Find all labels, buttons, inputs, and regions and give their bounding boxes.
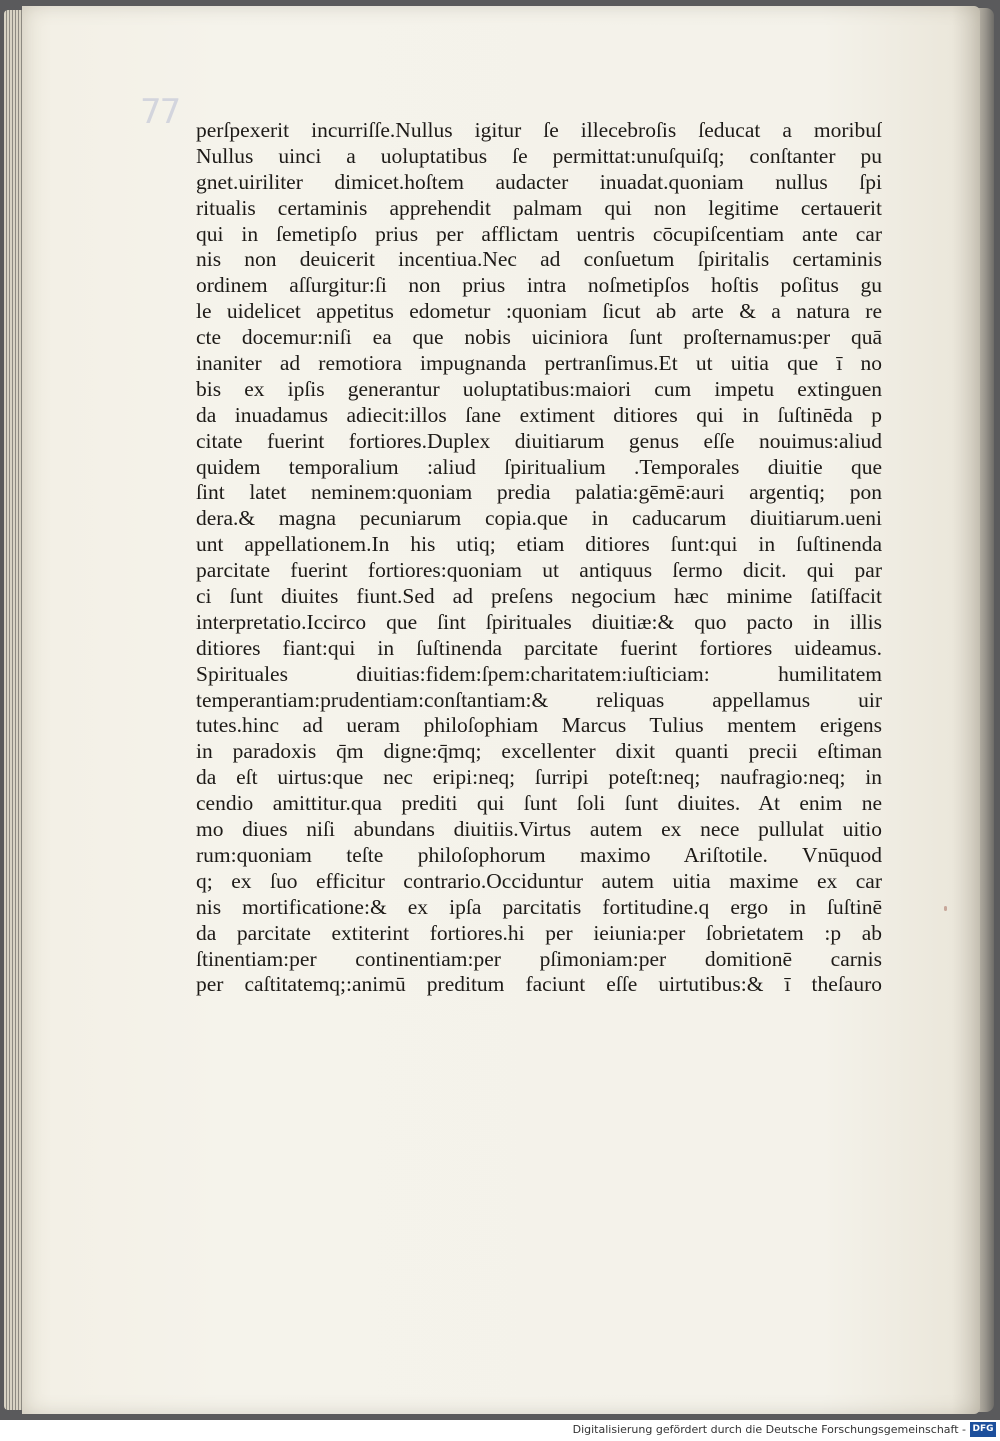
text-line: dera.& magna pecuniarum copia.que in caducarum diuitiarum.ueni bbox=[196, 506, 882, 531]
text-line: interpretatio.Iccirco que ſint ſpirituales diuitiæ:& quo pacto in illis bbox=[196, 609, 882, 634]
text-line: tutes.hinc ad ueram philoſophiam Marcus Tulius mentem erigens bbox=[196, 713, 882, 738]
text-line: gnet.uiriliter dimicet.hoſtem audacter inuadat.quoniam nullus ſpi bbox=[196, 169, 882, 194]
text-line: parcitate fuerint fortiores:quoniam ut antiquus ſermo dicit. qui par bbox=[196, 558, 882, 583]
text-line: Nullus uinci a uoluptatibus ſe permittat:unuſquiſq; conſtanter pu bbox=[196, 143, 882, 168]
text-line: da parcitate extiterint fortiores.hi per ieiunia:per ſobrietatem :p ab bbox=[196, 920, 882, 945]
dfg-credit-text: Digitalisierung gefördert durch die Deutsche Forschungsgemeinschaft - bbox=[572, 1423, 966, 1436]
text-line: unt appellationem.In his utiq; etiam ditiores ſunt:qui in ſuſtinenda bbox=[196, 532, 882, 557]
text-line: cendio amittitur.qua prediti qui ſunt ſoli ſunt diuites. At enim ne bbox=[196, 791, 882, 816]
text-line: temperantiam:prudentiam:conſtantiam:& reliquas appellamus uir bbox=[196, 687, 882, 712]
text-line: da inuadamus adiecit:illos ſane extiment ditiores qui in ſuſtinēda p bbox=[196, 402, 882, 427]
text-line: perſpexerit incurriſſe.Nullus igitur ſe illecebroſis ſeducat a moribuſ bbox=[196, 118, 882, 142]
text-line: ci ſunt diuites fiunt.Sed ad preſens negocium hæc minime ſatiſfacit bbox=[196, 584, 882, 609]
text-line: mo diues niſi abundans diuitiis.Virtus autem ex nece pullulat uitio bbox=[196, 817, 882, 842]
footer-bar bbox=[0, 1420, 1000, 1441]
text-line: ſtinentiam:per continentiam:per pſimoniam:per domitionē carnis bbox=[196, 946, 882, 971]
text-line: da eſt uirtus:que nec eripi:neq; ſurripi poteſt:neq; naufragio:neq; in bbox=[196, 765, 882, 790]
pencil-folio-mark: 77 bbox=[140, 92, 180, 132]
text-line: ſint latet neminem:quoniam predia palatia:gēmē:auri argentiq; pon bbox=[196, 480, 882, 505]
paper-speck bbox=[944, 906, 947, 911]
text-line: Spirituales diuitias:fidem:ſpem:charitatem:iuſticiam: humilitatem bbox=[196, 661, 882, 686]
text-block bbox=[196, 118, 882, 998]
text-line: le uidelicet appetitus edometur :quoniam ſicut ab arte & a natura re bbox=[196, 299, 882, 324]
text-line: ritualis certaminis apprehendit palmam qui non legitime certauerit bbox=[196, 195, 882, 220]
text-line: q; ex ſuo efficitur contrario.Occiduntur autem uitia maxime ex car bbox=[196, 868, 882, 893]
text-line: in paradoxis q̄m digne:q̄mq; excellenter dixit quanti precii eſtiman bbox=[196, 739, 882, 764]
text-line: quidem temporalium :aliud ſpiritualium .Temporales diuitie que bbox=[196, 454, 882, 479]
text-line: ordinem aſſurgitur:ſi non prius intra noſmetipſos hoſtis poſitus gu bbox=[196, 273, 882, 298]
text-line: citate fuerint fortiores.Duplex diuitiarum genus eſſe nouimus:aliud bbox=[196, 428, 882, 453]
text-line: nis mortificatione:& ex ipſa parcitatis fortitudine.q ergo in ſuſtinē bbox=[196, 894, 882, 919]
text-line: nis non deuicerit incentiua.Nec ad conſuetum ſpiritalis certaminis bbox=[196, 247, 882, 272]
text-line: per caſtitatemq;:animū preditum faciunt eſſe uirtutibus:& ī theſauro bbox=[196, 972, 882, 997]
text-line: cte docemur:niſi ea que nobis uiciniora ſunt proſternamus:per quā bbox=[196, 325, 882, 350]
text-line: ditiores fiant:qui in ſuſtinenda parcitate fuerint fortiores uideamus. bbox=[196, 635, 882, 660]
text-line: bis ex ipſis generantur uoluptatibus:maiori cum impetu extinguen bbox=[196, 376, 882, 401]
text-line: rum:quoniam teſte philoſophorum maximo Ariſtotile. Vnūquod bbox=[196, 842, 882, 867]
text-line: qui in ſemetipſo prius per afflictam uentris cōcupiſcentiam ante car bbox=[196, 221, 882, 246]
text-line: inaniter ad remotiora impugnanda pertranſimus.Et ut uitia que ī no bbox=[196, 351, 882, 376]
dfg-logo: DFG bbox=[970, 1422, 996, 1437]
